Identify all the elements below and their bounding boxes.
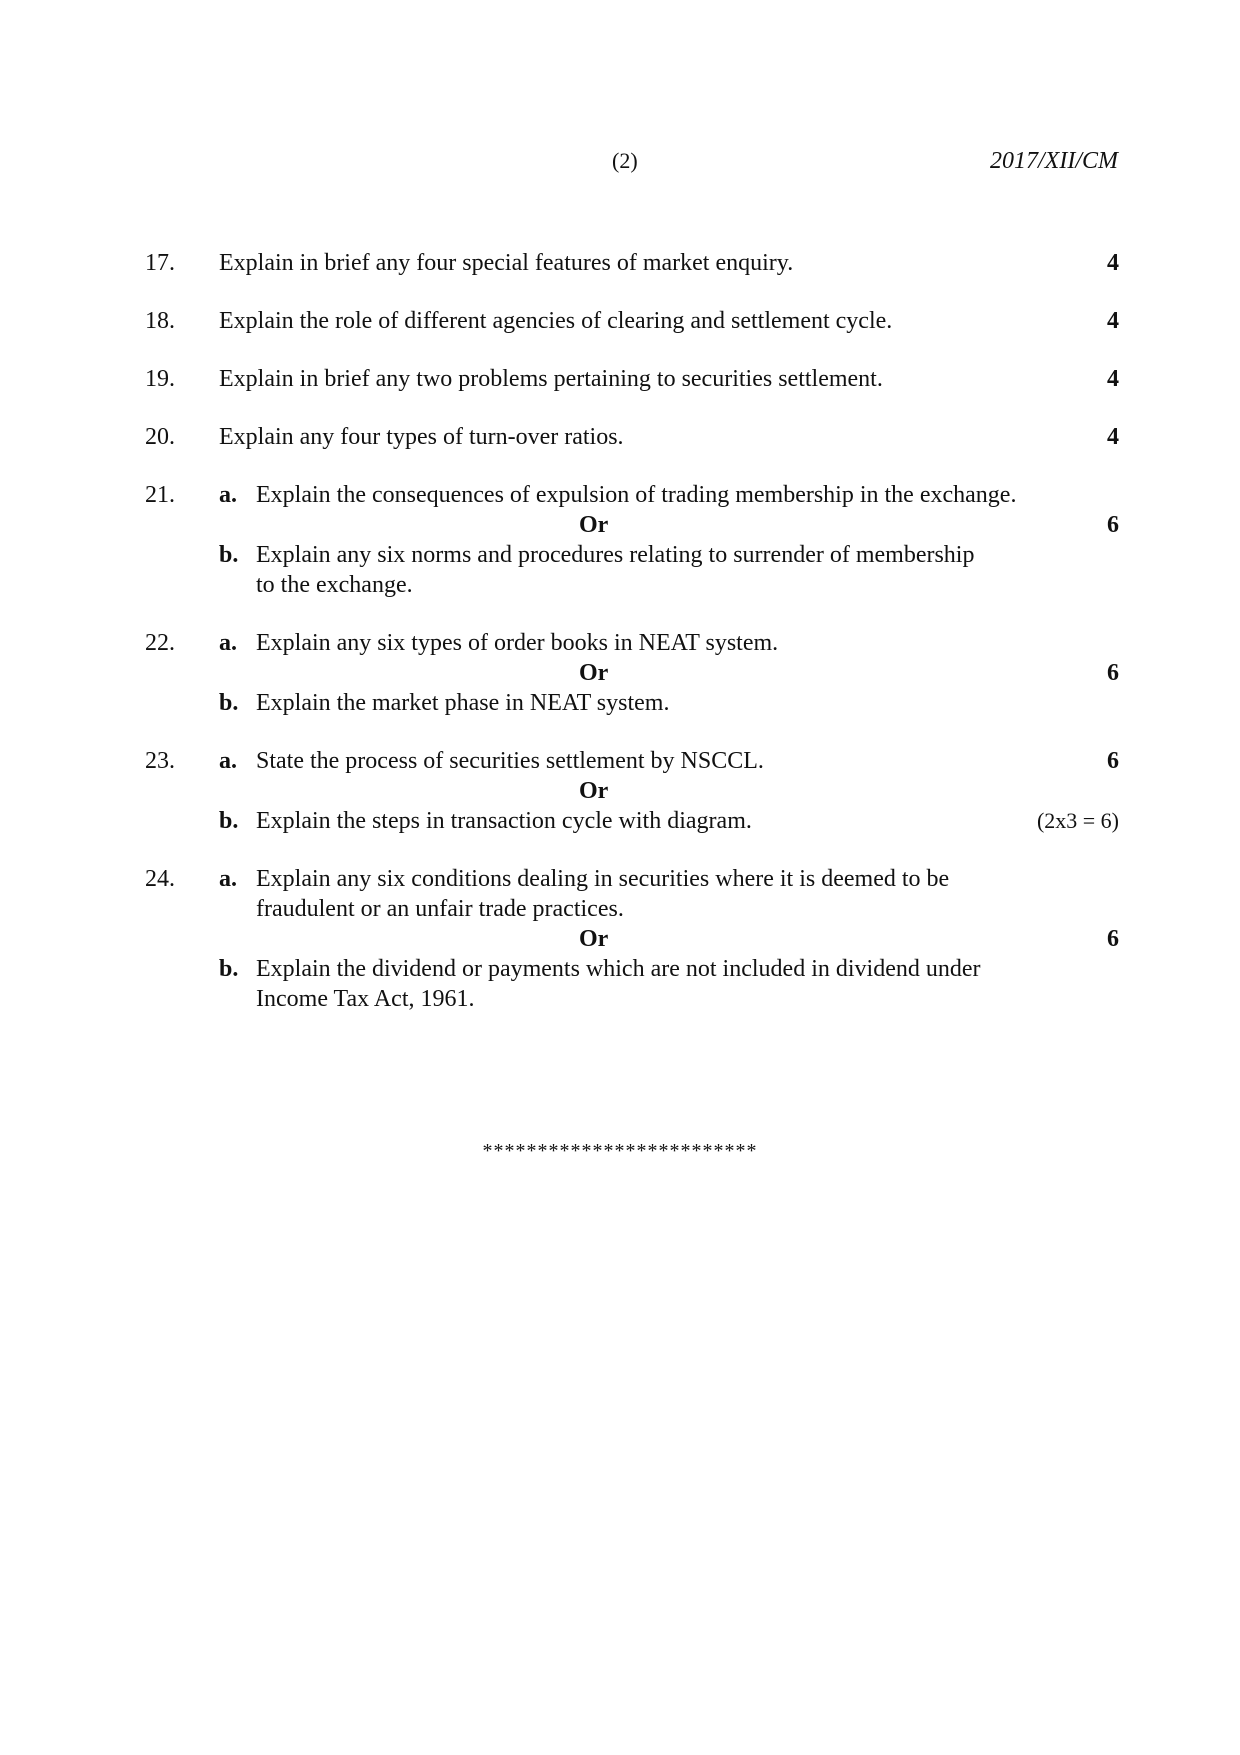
- question-number: 17.: [145, 250, 175, 276]
- question-21: [145, 480, 1119, 600]
- part-label: b.: [219, 956, 239, 982]
- or-label: Or: [579, 660, 609, 686]
- part-text: [256, 954, 1009, 1014]
- question-marks: 4: [1107, 366, 1119, 392]
- part-label: b.: [219, 542, 239, 568]
- page-number: (2): [612, 148, 638, 173]
- end-marker: *************************: [482, 1140, 758, 1162]
- question-19: [145, 364, 1119, 394]
- question-marks: 4: [1107, 250, 1119, 276]
- or-row: [219, 776, 1119, 806]
- part-label: b.: [219, 808, 239, 834]
- part-b: [219, 688, 1119, 718]
- question-number: 20.: [145, 424, 175, 450]
- part-a: [219, 628, 1119, 658]
- part-a: [219, 480, 1119, 510]
- part-b: [219, 954, 1119, 1014]
- question-marks: (2x3 = 6): [1036, 808, 1119, 833]
- question-20: [145, 422, 1119, 452]
- question-18: [145, 306, 1119, 336]
- or-row: [219, 510, 1119, 540]
- part-text-line: Explain the dividend or payments which are not included in dividend under: [256, 956, 981, 982]
- question-marks: 6: [1107, 748, 1119, 774]
- question-list: [145, 248, 1119, 1042]
- question-marks: 4: [1107, 308, 1119, 334]
- question-marks: 6: [1107, 926, 1119, 952]
- or-row: [219, 924, 1119, 954]
- question-23: [145, 746, 1119, 836]
- paper-code: 2017/XII/CM: [990, 148, 1118, 174]
- question-marks: 6: [1107, 512, 1119, 538]
- part-text-line: Income Tax Act, 1961.: [256, 986, 475, 1012]
- part-text-line: to the exchange.: [256, 572, 413, 598]
- question-text: Explain the role of different agencies of clearing and settlement cycle.: [219, 308, 893, 334]
- or-row: [219, 658, 1119, 688]
- part-text-line: fraudulent or an unfair trade practices.: [256, 896, 624, 922]
- part-b: [219, 540, 1119, 600]
- part-text: [256, 540, 1009, 600]
- question-24: [145, 864, 1119, 1014]
- question-marks: 6: [1107, 660, 1119, 686]
- question-number: 24.: [145, 866, 175, 892]
- part-a: [219, 746, 1119, 776]
- part-text: Explain the consequences of expulsion of trading membership in the exchange.: [256, 482, 1017, 508]
- part-label: a.: [219, 630, 237, 656]
- part-text-line: Explain any six conditions dealing in securities where it is deemed to be: [256, 866, 950, 892]
- part-b: [219, 806, 1119, 836]
- part-a: [219, 864, 1119, 924]
- part-text: Explain the market phase in NEAT system.: [256, 690, 670, 716]
- question-text: Explain in brief any two problems pertaining to securities settlement.: [219, 366, 883, 392]
- question-number: 22.: [145, 630, 175, 656]
- part-text: Explain the steps in transaction cycle with diagram.: [256, 808, 752, 834]
- question-22: [145, 628, 1119, 718]
- part-label: a.: [219, 748, 237, 774]
- question-number: 21.: [145, 482, 175, 508]
- question-text: Explain in brief any four special features of market enquiry.: [219, 250, 794, 276]
- question-number: 23.: [145, 748, 175, 774]
- question-number: 18.: [145, 308, 175, 334]
- part-text: Explain any six types of order books in NEAT system.: [256, 630, 779, 656]
- question-number: 19.: [145, 366, 175, 392]
- question-marks: 4: [1107, 424, 1119, 450]
- part-text-line: Explain any six norms and procedures relating to surrender of membership: [256, 542, 975, 568]
- part-text: State the process of securities settlement by NSCCL.: [256, 748, 764, 774]
- or-label: Or: [579, 926, 609, 952]
- question-17: [145, 248, 1119, 278]
- or-label: Or: [579, 512, 609, 538]
- part-text: [256, 864, 1009, 924]
- or-label: Or: [579, 778, 609, 804]
- part-label: a.: [219, 866, 237, 892]
- question-text: Explain any four types of turn-over ratios.: [219, 424, 624, 450]
- part-label: a.: [219, 482, 237, 508]
- part-label: b.: [219, 690, 239, 716]
